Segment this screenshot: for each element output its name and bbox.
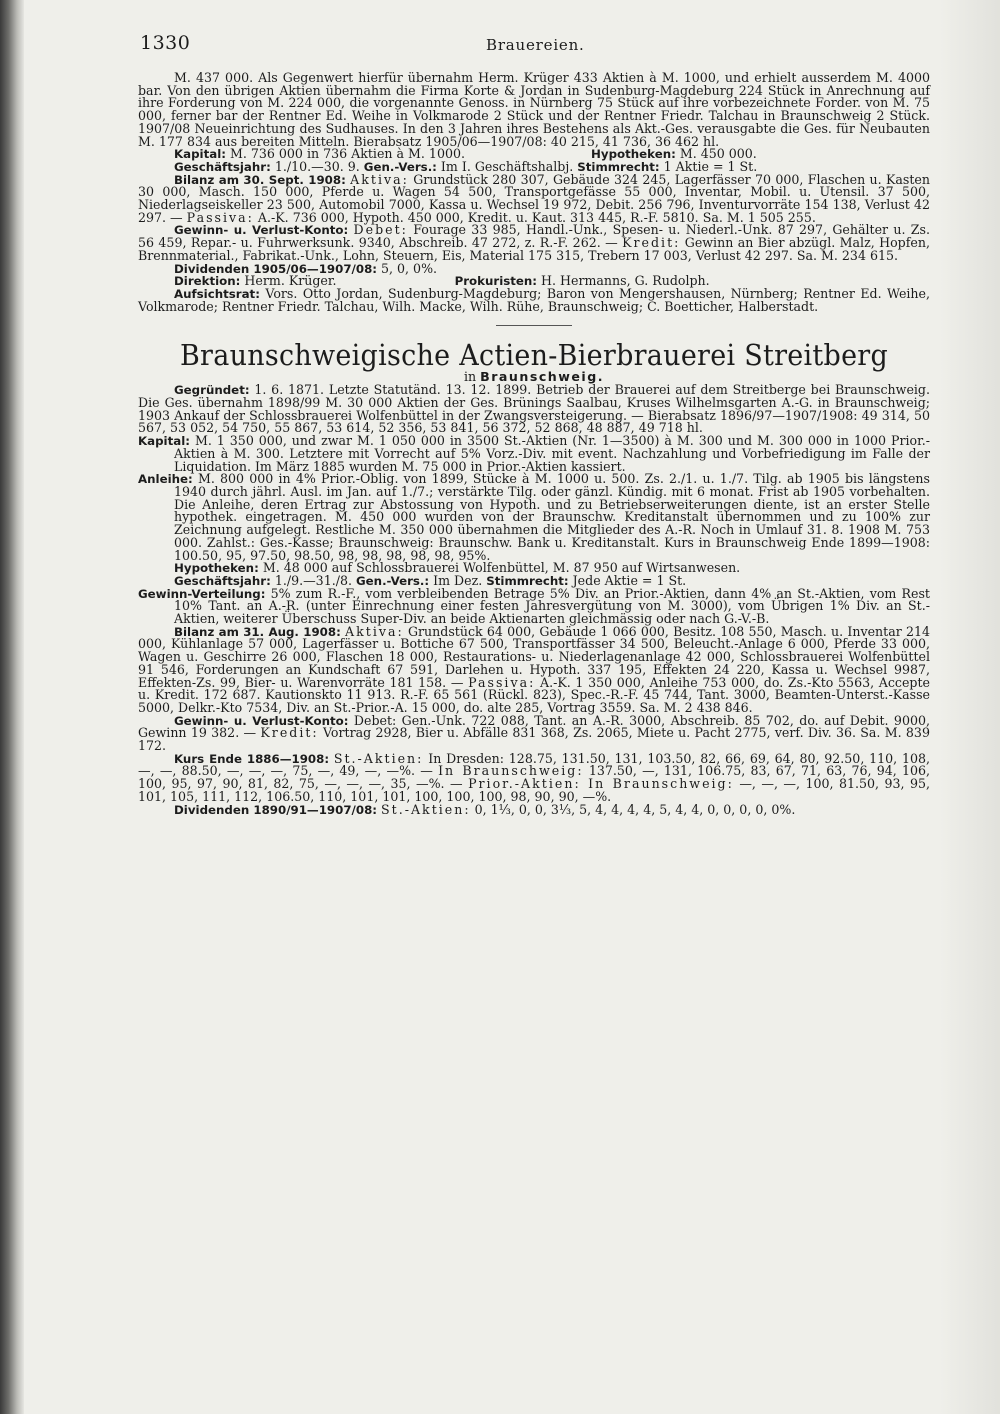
running-title: Brauereien.: [486, 36, 585, 54]
page-edge-shadow: [940, 0, 1000, 1414]
geschaeftsjahr-line: Geschäftsjahr: 1./9.—31./8. Gen.-Vers.: Im Dez. Stimmrecht: Jede Aktie = 1 St.: [174, 572, 687, 588]
gegruendet-paragraph: Gegründet: 1. 6. 1871. Letzte Statutänd. 13. 12. 1899. Betrieb der Brauerei auf dem Streitberge bei Braunschweig. Die Ges. übernahm 1898/99 M. 30 000 Aktien der Ges. Brünings Saalbau, Kruses Wilhelmsgarten A.-G. in Braunschweig; 1903 Ankauf der Schlossbrauerei Wolfenbüttel in der Zwangsversteigerung. — Bierabsatz 1896/97—1907/1908: 49 314, 50 567, 53 052, 54 750, 55 867, 53 614, 52 356, 53 841, 56 372, 52 868, 48 887, 49 718 hl.: [138, 382, 930, 436]
bilanz-paragraph: Bilanz am 31. Aug. 1908: Aktiva: Grundstück 64 000, Gebäude 1 066 000, Besitz. 108 550, Masch. u. Inventar 214 000, Kühlanlage 57 000, Lagerfässer u. Bottiche 67 500, Transportfässer 34 500, Beleucht.-Anlage 6 000, Pferde 33 000, Wagen u. Geschirre 26 000, Flaschen 18 000, Restaurations- u. Niederlagenanlage 42 000, Schlossbrauerei Wolfenbüttel 91 546, Forderungen an Kundschaft 67 591, Darlehen u. Hypoth. 337 195, Effekten 24 220, Kassa u. Wechsel 9987, Effekten-Zs. 99, Bier- u. Warenvorräte 181 158. — Passiva: A.-K. 1 350 000, Anleihe 753 000, do. Zs.-Kto 5563, Accepte u. Kredit. 172 687. Kautionskto 11 913. R.-F. 65 561 (Rückl. 823), Spec.-R.-F. 45 744, Tant. 3000, Beamten-Unterst.-Kasse 5000, Delkr.-Kto 7534, Div. an St.-Prior.-A. 15 000, do. alte 285, Vortrag 3559. Sa. M. 2 438 846.: [138, 623, 930, 715]
dividenden-paragraph: Dividenden 1890/91—1907/08: St.-Aktien: 0, 1⅓, 0, 0, 3⅓, 5, 4, 4, 4, 4, 5, 4, 4, 0, 0, 0, 0, 0%.: [174, 801, 796, 817]
prev-direktion-line: Direktion: Herm. Krüger. Prokuristen: H. Hermanns, G. Rudolph.: [174, 273, 710, 289]
page-header: [140, 32, 940, 62]
company-location: in Braunschweig.: [463, 369, 605, 385]
anleihe-paragraph: Anleihe: M. 800 000 in 4% Prior.-Oblig. von 1899, Stücke à M. 1000 u. 500. Zs. 2./1. u. 1./7. Tilg. ab 1905 bis längstens 1940 durch jährl. Ausl. im Jan. auf 1./7.; verstärkte Tilg. oder gänzl. Kündig. mit 6 monat. Frist ab 1905 vorbehalten. Die Anleihe, deren Ertrag zur Abstossung von Hypoth. und zu Betriebserweiterungen diente, ist an erster Stelle hypothek. eingetragen. M. 450 000 wurden von der Braunschw. Kreditanstalt übernommen und zu 100% zur Zeichnung aufgelegt. Restliche M. 350 000 übernahmen die Mitglieder des A.-R. Noch in Umlauf 31. 8. 1908 M. 753 000. Zahlst.: Ges.-Kasse; Braunschweig: Braunschw. Bank u. Kreditanstalt. Kurs in Braunschweig Ende 1899—1908: 100.50, 95, 97.50, 98.50, 98, 98, 98, 98, 98, 95%.: [138, 471, 930, 563]
prev-dividenden: Dividenden 1905/06—1907/08: 5, 0, 0%.: [174, 260, 438, 276]
prev-geschaeftsjahr-line: Geschäftsjahr: 1./10.—30. 9. Gen.-Vers.: Im I. Geschäftshalbj. Stimmrecht: 1 Aktie = 1 St.: [174, 158, 758, 174]
prev-bilanz: Bilanz am 30. Sept. 1908: Aktiva: Grundstück 280 307, Gebäude 324 245, Lagerfässer 70 000, Flaschen u. Kasten 30 000, Masch. 150 000, Pferde u. Wagen 54 500, Transportgefässe 55 000, Inventar, Mobil. u. Utensil. 37 500, Niederlagseiskeller 23 500, Automobil 7000, Kassa u. Wechsel 19 972, Debit. 256 796, Inventurvorräte 154 138, Verlust 42 297. — Passiva: A.-K. 736 000, Hypoth. 450 000, Kredit. u. Kaut. 313 445, R.-F. 5810. Sa. M. 1 505 255.: [138, 171, 930, 225]
page-number: 1330: [140, 32, 191, 54]
binding-gutter: [0, 0, 24, 1414]
gewinn-verlust-paragraph: Gewinn- u. Verlust-Konto: Debet: Gen.-Unk. 722 088, Tant. an A.-R. 3000, Abschreib. 85 702, do. auf Debit. 9000, Gewinn 19 382. — Kredit: Vortrag 2928, Bier u. Abfälle 831 368, Zs. 2065, Miete u. Pacht 2775, verf. Div. 36. Sa. M. 839 172.: [138, 712, 930, 754]
text-column: [138, 72, 930, 816]
kurs-paragraph: Kurs Ende 1886—1908: St.-Aktien: In Dresden: 128.75, 131.50, 131, 103.50, 82, 66, 69, 64, 80, 92.50, 110, 108, —, —, 88.50, —, —, —, 75, —, 49, —, —%. — In Braunschweig: 137.50, —, 131, 106.75, 83, 67, 71, 63, 76, 94, 106, 100, 95, 97, 90, 81, 82, 75, —, —, —, 35, —%. — Prior.-Aktien: In Braunschweig: —, —, —, 100, 81.50, 93, 95, 101, 105, 111, 112, 106.50, 110, 101, 101, 100, 100, 100, 98, 90, 90, —%.: [138, 750, 930, 804]
prev-aufsichtsrat: Aufsichtsrat: Vors. Otto Jordan, Sudenburg-Magdeburg; Baron von Mengershausen, Nürnberg; Rentner Ed. Weihe, Volkmarode; Rentner Friedr. Talchau, Wilh. Macke, Wilh. Rühe, Braunschweig; C. Boetticher, Halberstadt.: [138, 285, 930, 314]
section-divider: [496, 325, 572, 326]
prev-gewinn-verlust: Gewinn- u. Verlust-Konto: Debet: Fourage 33 985, Handl.-Unk., Spesen- u. Niederl.-Unk. 87 297, Gehälter u. Zs. 56 459, Repar.- u. Fuhrwerksunk. 9340, Abschreib. 47 272, z. R.-F. 262. — Kredit: Gewinn an Bier abzügl. Malz, Hopfen, Brennmaterial., Fabrikat.-Unk., Lohn, Steuern, Eis, Material 175 315, Trebern 17 003, Verlust 42 297. Sa. M. 234 615.: [138, 222, 930, 263]
hypotheken-line: Hypotheken: M. 48 000 auf Schlossbrauerei Wolfenbüttel, M. 87 950 auf Wirtsanwesen.: [174, 560, 741, 576]
prev-intro: M. 437 000. Als Gegenwert hierfür übernahm Herm. Krüger 433 Aktien à M. 1000, und erhielt ausserdem M. 4000 bar. Von den übrigen Aktien übernahm die Firma Korte & Jordan in Sudenburg-Magdeburg 224 Stück in Anrechnung auf ihre Forderung von M. 224 000, die vorgenannte Genoss. in Nürnberg 75 Stück auf ihre vorbezeichnete Forder. von M. 75 000, ferner bar der Rentner Ed. Weihe in Volkmarode 2 Stück und der Rentner Friedr. Talchau in Braunschweig 2 Stück. 1907/08 Neueinrichtung des Sudhauses. In den 3 Jahren ihres Bestehens als Akt.-Ges. verausgabte die Ges. für Neubauten M. 177 834 aus bereiten Mitteln. Bierabsatz 1905/06—1907/08: 40 215, 41 736, 36 462 hl.: [138, 70, 930, 149]
kapital-paragraph: Kapital: M. 1 350 000, und zwar M. 1 050 000 in 3500 St.-Aktien (Nr. 1—3500) à M. 300 und M. 300 000 in 1000 Prior.-Aktien à M. 300. Letztere mit Vorrecht auf 5% Vorz.-Div. mit event. Nachzahlung und Vorbefriedigung im Falle der Liquidation. Im März 1885 wurden M. 75 000 in Prior.-Aktien kassiert.: [138, 433, 930, 474]
gewinn-verteilung-paragraph: Gewinn-Verteilung: 5% zum R.-F., vom verbleibenden Betrage 5% Div. an Prior.-Aktien, dann 4% an St.-Aktien, vom Rest 10% Tant. an A.-R. (unter Einrechnung einer festen Jahresvergütung von M. 3000), vom Übrigen 1% Div. an St.-Aktien, weiterer Überschuss Super-Div. an beide Aktienarten gleichmässig oder nach G.-V.-B.: [138, 585, 930, 627]
company-title: Braunschweigische Actien-Bierbrauerei Streitberg: [179, 338, 889, 373]
prev-kapital-line: Kapital: M. 736 000 in 736 Aktien à M. 1000. Hypotheken: M. 450 000.: [174, 146, 757, 162]
